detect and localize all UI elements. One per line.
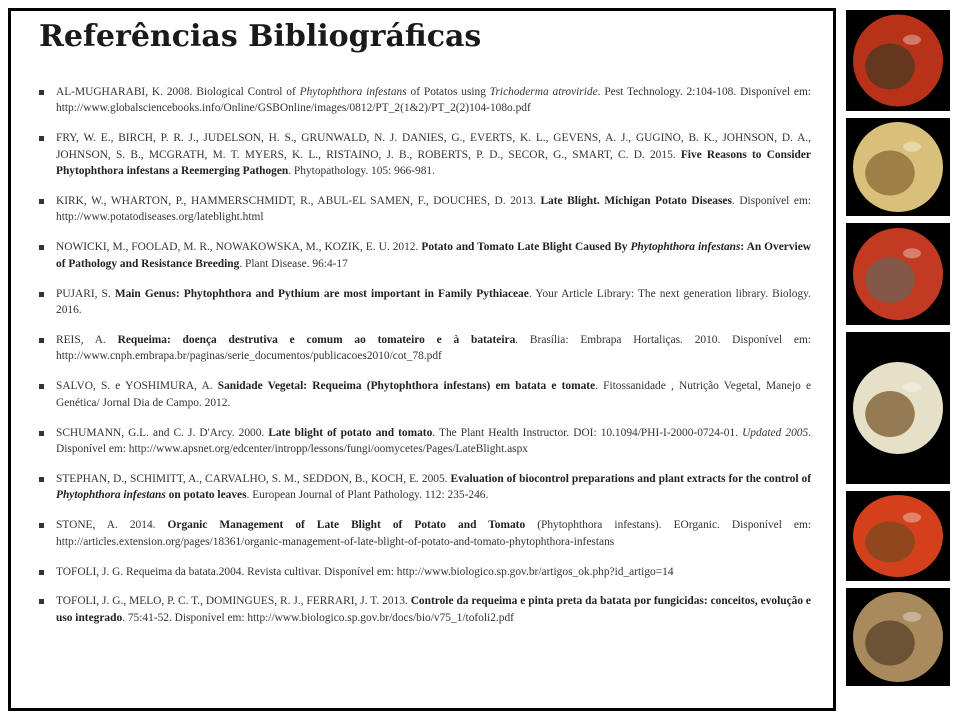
reference-text: STEPHAN, D., SCHIMITT, A., CARVALHO, S. M., SEDDON, B., KOCH, E. 2005.	[56, 472, 451, 485]
highlight-shape	[903, 248, 921, 258]
reference-item	[38, 130, 811, 179]
reference-text: . The Plant Health Instructor. DOI: 10.1094/PHI-I-2000-0724-01.	[432, 426, 743, 439]
reference-text: REIS, A.	[56, 333, 118, 346]
reference-item	[38, 517, 811, 550]
highlight-shape	[903, 513, 921, 523]
reference-text: Phytophthora infestans	[56, 489, 166, 502]
reference-text: . 75:41-52. Disponível em: http://www.biologico.sp.gov.br/docs/bio/v75_1/tofoli2.pdf	[122, 611, 514, 624]
reference-text: . Disponível em: http://www.apsnet.org/edcenter/intropp/lessons/fungi/oomycetes/Pages/LateBlight.aspx	[56, 426, 812, 455]
reference-text: . Your Article Library: The next generation library. Biology. 2016.	[56, 287, 811, 317]
reference-text: Sanidade Vegetal: Requeima (Phytophthora infestans) em batata e tomate	[217, 380, 596, 393]
reference-text: Requeima: doença destrutiva e comum ao tomateiro e à batateira	[117, 333, 516, 346]
reference-text: Updated 2005	[742, 426, 809, 439]
reference-text: SALVO, S. e YOSHIMURA, A.	[56, 380, 218, 393]
reference-text: FRY, W. E., BIRCH, P. R. J., JUDELSON, H. S., GRUNWALD, N. J. DANIES, G., EVERTS, K. L., GEVENS, A. J., GUGINO, B. K., JOHNSON, D. A., JOHNSON, S. B., MCGRATH, M. T. MYERS, K. L., RISTAINO, J. B., ROBERTS, P. D., SECOR, G., SMART, C. D. 2015.	[56, 132, 811, 161]
lesioned-tomato-photo	[846, 491, 950, 581]
diseased-potato-photo	[846, 588, 950, 686]
rotten-tomato-photo	[846, 223, 950, 325]
reference-list	[38, 84, 811, 640]
reference-text: . European Journal of Plant Pathology. 112: 235-246.	[246, 489, 489, 502]
blighted-tomato-photo	[846, 10, 950, 111]
lesion-shape	[865, 44, 915, 90]
reference-text: . Phytopathology. 105: 966-981.	[288, 165, 435, 178]
highlight-shape	[903, 382, 921, 392]
reference-item	[38, 425, 811, 458]
reference-text: Main Genus: Phytophthora and Pythium are most important in Family Pythiaceae	[114, 287, 529, 300]
reference-item	[38, 239, 811, 272]
reference-item	[38, 332, 811, 365]
reference-text: . Fitossanidade , Nutrição Vegetal, Manejo e Genética/ Jornal Dia de Campo. 2012.	[56, 380, 811, 409]
reference-text: . Brasília: Embrapa Hortaliças. 2010. Disponível em: http://www.cnph.embrapa.br/paginas/serie_documentos/publicacoes2010/cot_78.pdf	[56, 333, 812, 363]
reference-text: Late blight of potato and tomato	[268, 426, 433, 439]
highlight-shape	[903, 612, 921, 622]
reference-text: Controle da requeima e pinta preta da batata por fungicidas: conceitos, evolução e uso integrado	[56, 595, 811, 624]
reference-text: TOFOLI, J. G., MELO, P. C. T., DOMINGUES, R. J., FERRARI, J. T. 2013.	[56, 595, 411, 608]
lesion-shape	[865, 257, 915, 303]
reference-text: SCHUMANN, G.L. and C. J. D'Arcy. 2000.	[56, 426, 269, 439]
reference-text: Phytophthora infestans	[630, 241, 741, 254]
lesion-shape	[865, 151, 915, 196]
reference-text: Potato and Tomato Late Blight Caused By	[421, 241, 631, 254]
reference-text: . Pest Technology. 2:104-108. Disponível em: http://www.globalsciencebooks.info/Online/GSBOnline/images/0812/PT_2(1&2)/PT_2(2)104-108o.pdf	[56, 86, 812, 115]
reference-text: . Disponível em: http://www.potatodiseases.org/lateblight.html	[56, 195, 812, 224]
reference-text: STONE, A. 2014.	[56, 519, 168, 532]
lesion-shape	[865, 522, 915, 563]
reference-text: Phytophthora infestans	[299, 86, 407, 98]
reference-item	[38, 593, 811, 626]
potato-slice-photo	[846, 118, 950, 216]
lesion-shape	[865, 391, 915, 437]
reference-text: KIRK, W., WHARTON, P., HAMMERSCHMIDT, R., ABUL-EL SAMEN, F., DOUCHES, D. 2013.	[56, 195, 541, 208]
slide-frame	[8, 8, 836, 711]
reference-text: Evaluation of biocontrol preparations and plant extracts for the control of	[450, 472, 811, 485]
reference-text: TOFOLI, J. G. Requeima da batata.2004. Revista cultivar. Disponível em: http://www.biologico.sp.gov.br/artigos_ok.php?id_artigo=14	[56, 565, 674, 578]
reference-text: PUJARI, S.	[56, 287, 115, 300]
highlight-shape	[903, 35, 921, 45]
reference-text: AL-MUGHARABI, K. 2008. Biological Control of	[56, 86, 300, 98]
reference-item	[38, 193, 811, 226]
reference-text: Trichoderma atroviride	[489, 86, 598, 98]
reference-item	[38, 471, 811, 504]
reference-text: (Phytophthora infestans). EOrganic. Disponível em: http://articles.extension.org/pages/18361/organic-management-of-late-blight-of-potato-and-tomato-phytophthora-infestans	[56, 519, 811, 548]
reference-item	[38, 286, 811, 319]
reference-text: . Plant Disease. 96:4-17	[239, 257, 348, 270]
lesion-shape	[865, 621, 915, 666]
reference-item	[38, 378, 811, 411]
page-title: Referências Bibliográficas	[39, 19, 482, 54]
reference-text: on potato leaves	[165, 489, 247, 502]
reference-text: : An Overview of Pathology and Resistance Breeding	[56, 241, 811, 270]
reference-text: NOWICKI, M., FOOLAD, M. R., NOWAKOWSKA, M., KOZIK, E. U. 2012.	[56, 241, 422, 254]
reference-text: Organic Management of Late Blight of Potato and Tomato	[167, 519, 526, 532]
reference-item	[38, 564, 811, 580]
reference-text: of Potatos using	[406, 86, 490, 98]
reference-item	[38, 84, 811, 117]
reference-text: Five Reasons to Consider Phytophthora infestans a Reemerging Pathogen	[56, 148, 811, 178]
photo-column	[846, 10, 950, 693]
highlight-shape	[903, 142, 921, 152]
reference-text: Late Blight. Michigan Potato Diseases	[540, 195, 732, 208]
infected-potato-tuber-photo	[846, 332, 950, 484]
